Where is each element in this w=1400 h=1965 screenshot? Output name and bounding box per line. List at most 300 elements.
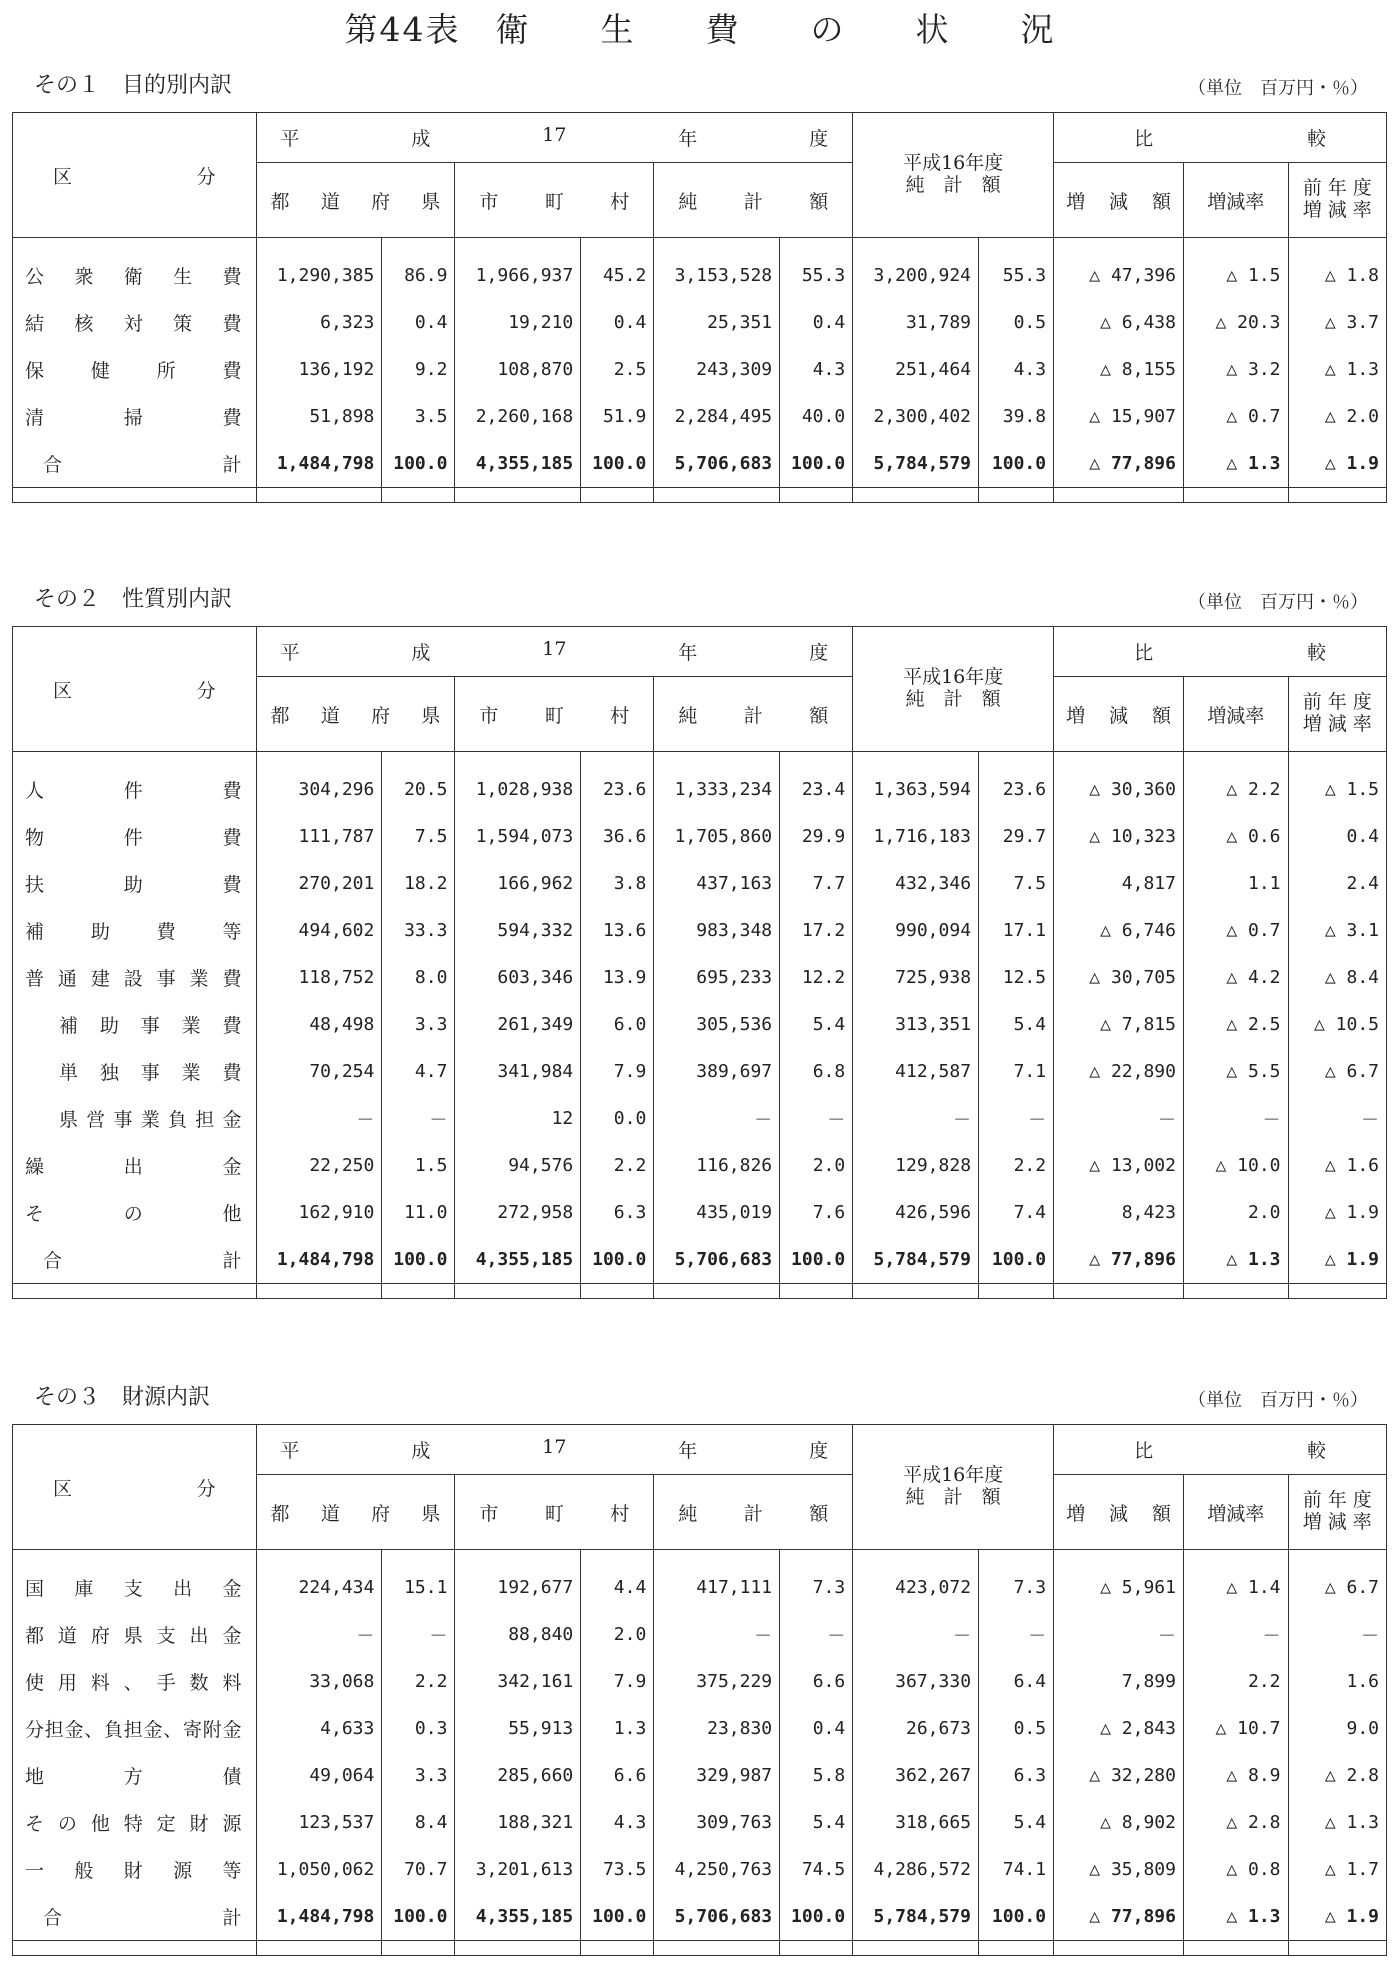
table-row xyxy=(13,1893,1387,1940)
cell-value: 423,072 xyxy=(853,1564,979,1611)
cell-value: 5.8 xyxy=(780,1752,853,1799)
cell-value: △ 30,360 xyxy=(1054,766,1184,813)
cell-value: 33,068 xyxy=(256,1658,382,1705)
table-row xyxy=(13,1236,1387,1283)
cell-value: － xyxy=(780,1095,853,1142)
cell-value: 7.9 xyxy=(581,1658,654,1705)
cell-value: 3.3 xyxy=(382,1752,455,1799)
table-row xyxy=(13,1189,1387,1236)
cell-value: 12 xyxy=(455,1095,581,1142)
cell-value: 367,330 xyxy=(853,1658,979,1705)
cell-value: 2.2 xyxy=(1183,1658,1288,1705)
cell-value: － xyxy=(1054,1611,1184,1658)
cell-value: 1,050,062 xyxy=(256,1846,382,1893)
cell-value: 7.5 xyxy=(979,860,1054,907)
cell-value: △ 8,155 xyxy=(1054,346,1184,393)
cell-value: 3,153,528 xyxy=(654,252,780,299)
cell-value: 270,201 xyxy=(256,860,382,907)
cell-value: 51,898 xyxy=(256,393,382,440)
cell-value: 3,201,613 xyxy=(455,1846,581,1893)
cell-value: 100.0 xyxy=(382,440,455,487)
row-label: 一 般 財 源 等 xyxy=(13,1846,257,1893)
cell-value: △ 0.7 xyxy=(1183,907,1288,954)
cell-value: △ 1.9 xyxy=(1288,1236,1387,1283)
cell-value: 1,966,937 xyxy=(455,252,581,299)
cell-value: 23,830 xyxy=(654,1705,780,1752)
row-label: 公 衆 衛 生 費 xyxy=(13,252,257,299)
header-rate: 増減率 xyxy=(1183,677,1288,752)
cell-value: 990,094 xyxy=(853,907,979,954)
header-hikaku: 比 較 xyxy=(1054,1425,1387,1475)
cell-value: 192,677 xyxy=(455,1564,581,1611)
cell-value: 6.6 xyxy=(780,1658,853,1705)
cell-value: 305,536 xyxy=(654,1001,780,1048)
cell-value: 243,309 xyxy=(654,346,780,393)
cell-value: 100.0 xyxy=(581,1893,654,1940)
cell-value: 1,716,183 xyxy=(853,813,979,860)
cell-value: 51.9 xyxy=(581,393,654,440)
cell-value: △ 1.3 xyxy=(1183,1236,1288,1283)
cell-value: 29.7 xyxy=(979,813,1054,860)
header-year: 平 成 17 年 度 xyxy=(256,113,853,163)
cell-value: 7.9 xyxy=(581,1048,654,1095)
cell-value: △ 77,896 xyxy=(1054,440,1184,487)
cell-value: 9.2 xyxy=(382,346,455,393)
table-row xyxy=(13,860,1387,907)
cell-value: 100.0 xyxy=(382,1893,455,1940)
table-row xyxy=(13,1095,1387,1142)
header-row-1 xyxy=(13,627,1387,677)
cell-value: － xyxy=(979,1611,1054,1658)
cell-value: 26,673 xyxy=(853,1705,979,1752)
cell-value: △ 6.7 xyxy=(1288,1048,1387,1095)
cell-value: 1.6 xyxy=(1288,1658,1387,1705)
cell-value: △ 8,902 xyxy=(1054,1799,1184,1846)
table-row xyxy=(13,252,1387,299)
cell-value: － xyxy=(1054,1095,1184,1142)
table-nature xyxy=(12,626,1387,1299)
cell-value: 88,840 xyxy=(455,1611,581,1658)
cell-value: 40.0 xyxy=(780,393,853,440)
cell-value: 2.2 xyxy=(581,1142,654,1189)
cell-value: △ 0.8 xyxy=(1183,1846,1288,1893)
cell-value: 19,210 xyxy=(455,299,581,346)
cell-value: 5,784,579 xyxy=(853,1236,979,1283)
cell-value: 4.4 xyxy=(581,1564,654,1611)
cell-value: 48,498 xyxy=(256,1001,382,1048)
cell-value: 39.8 xyxy=(979,393,1054,440)
cell-value: 20.5 xyxy=(382,766,455,813)
cell-value: 33.3 xyxy=(382,907,455,954)
cell-value: 318,665 xyxy=(853,1799,979,1846)
table-purpose xyxy=(12,112,1387,503)
cell-value: △ 22,890 xyxy=(1054,1048,1184,1095)
cell-value: － xyxy=(654,1095,780,1142)
row-label: そ の 他 特 定 財 源 xyxy=(13,1799,257,1846)
cell-value: 8.4 xyxy=(382,1799,455,1846)
cell-value: 389,697 xyxy=(654,1048,780,1095)
cell-value: 375,229 xyxy=(654,1658,780,1705)
cell-value: 29.9 xyxy=(780,813,853,860)
table-row xyxy=(13,299,1387,346)
row-label: 合 計 xyxy=(13,1893,257,1940)
cell-value: 2.5 xyxy=(581,346,654,393)
table-row xyxy=(13,1611,1387,1658)
page-title: 第44表 衛 生 費 の 状 況 xyxy=(344,10,1056,49)
cell-value: 100.0 xyxy=(979,440,1054,487)
cell-value: 4,355,185 xyxy=(455,1893,581,1940)
cell-value: 2,260,168 xyxy=(455,393,581,440)
row-label: 結 核 対 策 費 xyxy=(13,299,257,346)
header-kubun: 区 分 xyxy=(13,627,257,752)
cell-value: 5,706,683 xyxy=(654,440,780,487)
cell-value: － xyxy=(1288,1611,1387,1658)
cell-value: 494,602 xyxy=(256,907,382,954)
cell-value: 1,705,860 xyxy=(654,813,780,860)
cell-value: 45.2 xyxy=(581,252,654,299)
cell-value: 0.4 xyxy=(780,299,853,346)
cell-value: 4,355,185 xyxy=(455,440,581,487)
cell-value: 55.3 xyxy=(780,252,853,299)
cell-value: 1,333,234 xyxy=(654,766,780,813)
cell-value: △ 6.7 xyxy=(1288,1564,1387,1611)
cell-value: 12.5 xyxy=(979,954,1054,1001)
row-label: 普 通 建 設 事 業 費 xyxy=(13,954,257,1001)
row-label: 扶 助 費 xyxy=(13,860,257,907)
row-label: 単 独 事 業 費 xyxy=(13,1048,257,1095)
cell-value: 9.0 xyxy=(1288,1705,1387,1752)
cell-value: 55.3 xyxy=(979,252,1054,299)
cell-value: 3,200,924 xyxy=(853,252,979,299)
cell-value: 285,660 xyxy=(455,1752,581,1799)
cell-value: △ 30,705 xyxy=(1054,954,1184,1001)
unit-label-2: （単位 百万円・％） xyxy=(1188,592,1368,613)
row-label: 国 庫 支 出 金 xyxy=(13,1564,257,1611)
cell-value: － xyxy=(382,1095,455,1142)
cell-value: 2.0 xyxy=(581,1611,654,1658)
cell-value: － xyxy=(256,1095,382,1142)
cell-value: 7.3 xyxy=(979,1564,1054,1611)
table-row xyxy=(13,1705,1387,1752)
header-diff: 増 減 額 xyxy=(1054,1475,1184,1550)
cell-value: 5.4 xyxy=(979,1001,1054,1048)
row-label: 合 計 xyxy=(13,440,257,487)
header-pref: 都 道 府 県 xyxy=(256,677,455,752)
table-source xyxy=(12,1424,1387,1956)
row-label: 清 掃 費 xyxy=(13,393,257,440)
cell-value: △ 2.2 xyxy=(1183,766,1288,813)
cell-value: － xyxy=(382,1611,455,1658)
row-label: 補 助 事 業 費 xyxy=(13,1001,257,1048)
cell-value: 7.5 xyxy=(382,813,455,860)
cell-value: 23.4 xyxy=(780,766,853,813)
cell-value: △ 10.5 xyxy=(1288,1001,1387,1048)
cell-value: 7.1 xyxy=(979,1048,1054,1095)
cell-value: 36.6 xyxy=(581,813,654,860)
cell-value: 7.7 xyxy=(780,860,853,907)
cell-value: 0.5 xyxy=(979,299,1054,346)
cell-value: 5,784,579 xyxy=(853,440,979,487)
cell-value: 594,332 xyxy=(455,907,581,954)
cell-value: 2.0 xyxy=(780,1142,853,1189)
cell-value: 4.3 xyxy=(979,346,1054,393)
cell-value: △ 0.7 xyxy=(1183,393,1288,440)
cell-value: △ 35,809 xyxy=(1054,1846,1184,1893)
cell-value: △ 10.7 xyxy=(1183,1705,1288,1752)
cell-value: △ 47,396 xyxy=(1054,252,1184,299)
cell-value: 6.6 xyxy=(581,1752,654,1799)
cell-value: 7.4 xyxy=(979,1189,1054,1236)
row-label: 分 担 金 、 負 担 金 、 寄 附 金 xyxy=(13,1705,257,1752)
header-prev: 平成16年度 純 計 額 xyxy=(853,1425,1054,1550)
cell-value: 5.4 xyxy=(780,1001,853,1048)
table-row xyxy=(13,1799,1387,1846)
cell-value: 342,161 xyxy=(455,1658,581,1705)
header-year: 平 成 17 年 度 xyxy=(256,627,853,677)
cell-value: 304,296 xyxy=(256,766,382,813)
table-row xyxy=(13,907,1387,954)
cell-value: 13.9 xyxy=(581,954,654,1001)
cell-value: 1,290,385 xyxy=(256,252,382,299)
cell-value: 17.1 xyxy=(979,907,1054,954)
cell-value: 6.0 xyxy=(581,1001,654,1048)
header-row-1 xyxy=(13,113,1387,163)
cell-value: △ 77,896 xyxy=(1054,1893,1184,1940)
cell-value: 94,576 xyxy=(455,1142,581,1189)
cell-value: 7.3 xyxy=(780,1564,853,1611)
cell-value: 100.0 xyxy=(382,1236,455,1283)
table-row xyxy=(13,766,1387,813)
cell-value: 313,351 xyxy=(853,1001,979,1048)
cell-value: 70.7 xyxy=(382,1846,455,1893)
cell-value: 3.3 xyxy=(382,1001,455,1048)
cell-value: △ 3.7 xyxy=(1288,299,1387,346)
cell-value: 7.6 xyxy=(780,1189,853,1236)
table-row xyxy=(13,954,1387,1001)
table-row xyxy=(13,1658,1387,1705)
cell-value: 17.2 xyxy=(780,907,853,954)
cell-value: △ 2.0 xyxy=(1288,393,1387,440)
cell-value: 6.4 xyxy=(979,1658,1054,1705)
header-year: 平 成 17 年 度 xyxy=(256,1425,853,1475)
table-row xyxy=(13,1846,1387,1893)
cell-value: 86.9 xyxy=(382,252,455,299)
cell-value: 0.5 xyxy=(979,1705,1054,1752)
cell-value: 100.0 xyxy=(581,1236,654,1283)
header-muni: 市 町 村 xyxy=(455,677,654,752)
cell-value: 4,355,185 xyxy=(455,1236,581,1283)
cell-value: 6,323 xyxy=(256,299,382,346)
cell-value: 1.1 xyxy=(1183,860,1288,907)
cell-value: 7,899 xyxy=(1054,1658,1184,1705)
cell-value: 6.3 xyxy=(581,1189,654,1236)
header-hikaku: 比 較 xyxy=(1054,113,1387,163)
header-rate: 増減率 xyxy=(1183,1475,1288,1550)
cell-value: 4.3 xyxy=(780,346,853,393)
section-title-1: その１ 目的別内訳 xyxy=(34,73,233,98)
cell-value: 136,192 xyxy=(256,346,382,393)
row-label: 合 計 xyxy=(13,1236,257,1283)
cell-value: － xyxy=(256,1611,382,1658)
cell-value: 5,784,579 xyxy=(853,1893,979,1940)
cell-value: 11.0 xyxy=(382,1189,455,1236)
cell-value: △ 2.5 xyxy=(1183,1001,1288,1048)
cell-value: 4.3 xyxy=(581,1799,654,1846)
table-row xyxy=(13,346,1387,393)
row-label: そ の 他 xyxy=(13,1189,257,1236)
cell-value: 188,321 xyxy=(455,1799,581,1846)
cell-value: 1.3 xyxy=(581,1705,654,1752)
cell-value: △ 7,815 xyxy=(1054,1001,1184,1048)
cell-value: △ 6,746 xyxy=(1054,907,1184,954)
cell-value: △ 1.3 xyxy=(1183,1893,1288,1940)
cell-value: △ 32,280 xyxy=(1054,1752,1184,1799)
row-label: 保 健 所 費 xyxy=(13,346,257,393)
header-diff: 増 減 額 xyxy=(1054,677,1184,752)
cell-value: △ 1.5 xyxy=(1288,766,1387,813)
cell-value: 5,706,683 xyxy=(654,1236,780,1283)
cell-value: 603,346 xyxy=(455,954,581,1001)
header-prev: 平成16年度 純 計 額 xyxy=(853,113,1054,238)
cell-value: △ 77,896 xyxy=(1054,1236,1184,1283)
table-row xyxy=(13,393,1387,440)
cell-value: － xyxy=(853,1095,979,1142)
row-label: 県 営 事 業 負 担 金 xyxy=(13,1095,257,1142)
cell-value: 13.6 xyxy=(581,907,654,954)
cell-value: 12.2 xyxy=(780,954,853,1001)
header-kubun: 区 分 xyxy=(13,113,257,238)
row-label: 地 方 債 xyxy=(13,1752,257,1799)
cell-value: 15.1 xyxy=(382,1564,455,1611)
cell-value: 2.0 xyxy=(1183,1189,1288,1236)
cell-value: － xyxy=(1183,1611,1288,1658)
cell-value: 6.8 xyxy=(780,1048,853,1095)
header-prev-rate: 前 年 度 増 減 率 xyxy=(1288,1475,1387,1550)
row-label: 繰 出 金 xyxy=(13,1142,257,1189)
cell-value: △ 1.9 xyxy=(1288,440,1387,487)
cell-value: △ 10.0 xyxy=(1183,1142,1288,1189)
cell-value: 5.4 xyxy=(979,1799,1054,1846)
cell-value: △ 8.4 xyxy=(1288,954,1387,1001)
table-row xyxy=(13,1142,1387,1189)
header-net: 純 計 額 xyxy=(654,677,853,752)
table-row xyxy=(13,1564,1387,1611)
cell-value: △ 2,843 xyxy=(1054,1705,1184,1752)
cell-value: △ 1.3 xyxy=(1288,1799,1387,1846)
cell-value: 0.4 xyxy=(581,299,654,346)
cell-value: 4,817 xyxy=(1054,860,1184,907)
row-label: 都 道 府 県 支 出 金 xyxy=(13,1611,257,1658)
cell-value: △ 1.8 xyxy=(1288,252,1387,299)
table-row xyxy=(13,1048,1387,1095)
header-muni: 市 町 村 xyxy=(455,1475,654,1550)
cell-value: 23.6 xyxy=(581,766,654,813)
cell-value: 251,464 xyxy=(853,346,979,393)
cell-value: 224,434 xyxy=(256,1564,382,1611)
cell-value: 116,826 xyxy=(654,1142,780,1189)
cell-value: 22,250 xyxy=(256,1142,382,1189)
cell-value: 309,763 xyxy=(654,1799,780,1846)
cell-value: 435,019 xyxy=(654,1189,780,1236)
header-prev-rate: 前 年 度 増 減 率 xyxy=(1288,163,1387,238)
cell-value: 725,938 xyxy=(853,954,979,1001)
cell-value: 111,787 xyxy=(256,813,382,860)
table-row xyxy=(13,1752,1387,1799)
cell-value: 4,250,763 xyxy=(654,1846,780,1893)
row-label: 補 助 費 等 xyxy=(13,907,257,954)
header-pref: 都 道 府 県 xyxy=(256,163,455,238)
cell-value: 25,351 xyxy=(654,299,780,346)
cell-value: 4.7 xyxy=(382,1048,455,1095)
unit-label-3: （単位 百万円・％） xyxy=(1188,1390,1368,1411)
cell-value: 417,111 xyxy=(654,1564,780,1611)
cell-value: 2.2 xyxy=(979,1142,1054,1189)
cell-value: 2,300,402 xyxy=(853,393,979,440)
cell-value: 166,962 xyxy=(455,860,581,907)
cell-value: － xyxy=(1288,1095,1387,1142)
cell-value: 0.4 xyxy=(780,1705,853,1752)
unit-label-1: （単位 百万円・％） xyxy=(1188,78,1368,99)
cell-value: △ 1.9 xyxy=(1288,1189,1387,1236)
cell-value: 4,286,572 xyxy=(853,1846,979,1893)
table-row xyxy=(13,813,1387,860)
cell-value: △ 5.5 xyxy=(1183,1048,1288,1095)
cell-value: 100.0 xyxy=(979,1236,1054,1283)
cell-value: 1,484,798 xyxy=(256,440,382,487)
cell-value: 8.0 xyxy=(382,954,455,1001)
cell-value: 100.0 xyxy=(979,1893,1054,1940)
cell-value: △ 10,323 xyxy=(1054,813,1184,860)
cell-value: 100.0 xyxy=(780,440,853,487)
table-row xyxy=(13,440,1387,487)
cell-value: 6.3 xyxy=(979,1752,1054,1799)
cell-value: 0.0 xyxy=(581,1095,654,1142)
cell-value: △ 15,907 xyxy=(1054,393,1184,440)
cell-value: 3.8 xyxy=(581,860,654,907)
cell-value: 70,254 xyxy=(256,1048,382,1095)
cell-value: 1,484,798 xyxy=(256,1893,382,1940)
cell-value: △ 1.3 xyxy=(1183,440,1288,487)
cell-value: 123,537 xyxy=(256,1799,382,1846)
cell-value: △ 4.2 xyxy=(1183,954,1288,1001)
cell-value: 2,284,495 xyxy=(654,393,780,440)
cell-value: 341,984 xyxy=(455,1048,581,1095)
cell-value: △ 0.6 xyxy=(1183,813,1288,860)
cell-value: 23.6 xyxy=(979,766,1054,813)
header-kubun: 区 分 xyxy=(13,1425,257,1550)
cell-value: 362,267 xyxy=(853,1752,979,1799)
cell-value: △ 1.6 xyxy=(1288,1142,1387,1189)
cell-value: △ 1.3 xyxy=(1288,346,1387,393)
cell-value: 5.4 xyxy=(780,1799,853,1846)
cell-value: 432,346 xyxy=(853,860,979,907)
row-label: 人 件 費 xyxy=(13,766,257,813)
cell-value: 4,633 xyxy=(256,1705,382,1752)
section-title-2: その２ 性質別内訳 xyxy=(34,587,233,612)
cell-value: － xyxy=(654,1611,780,1658)
cell-value: △ 3.1 xyxy=(1288,907,1387,954)
section-title-3: その３ 財源内訳 xyxy=(34,1385,211,1410)
cell-value: 426,596 xyxy=(853,1189,979,1236)
cell-value: 118,752 xyxy=(256,954,382,1001)
cell-value: 162,910 xyxy=(256,1189,382,1236)
cell-value: △ 3.2 xyxy=(1183,346,1288,393)
cell-value: － xyxy=(1183,1095,1288,1142)
cell-value: 1,363,594 xyxy=(853,766,979,813)
cell-value: 74.1 xyxy=(979,1846,1054,1893)
cell-value: 55,913 xyxy=(455,1705,581,1752)
cell-value: △ 2.8 xyxy=(1183,1799,1288,1846)
